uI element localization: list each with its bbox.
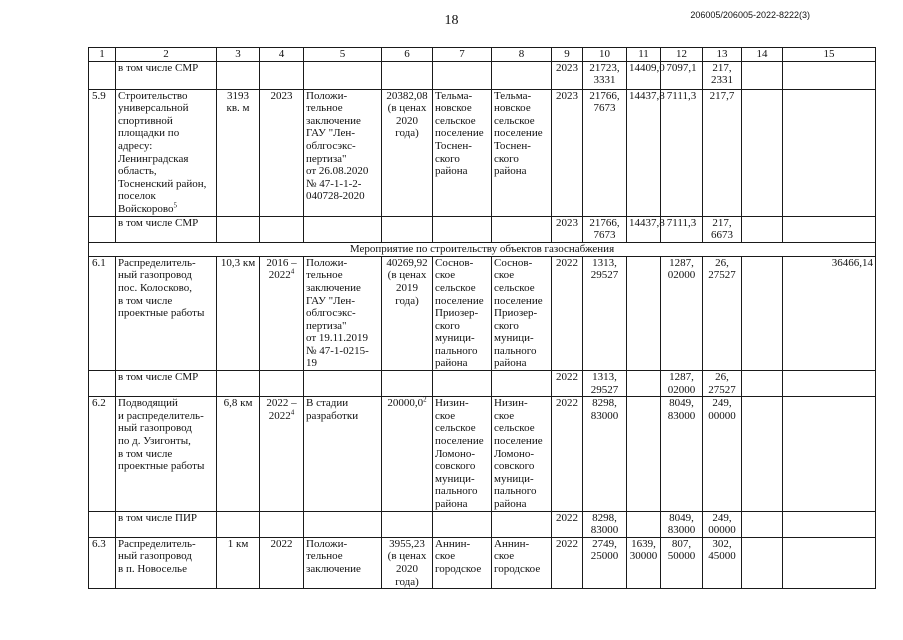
cell-col-9: 2023 xyxy=(552,61,583,89)
cell-col-15 xyxy=(783,89,876,216)
cell-col-7 xyxy=(433,371,492,397)
cell-col-11 xyxy=(627,371,661,397)
column-header-5: 5 xyxy=(304,48,382,62)
cell-col-1 xyxy=(89,371,116,397)
footnote-mark: 4 xyxy=(290,267,295,276)
column-header-9: 9 xyxy=(552,48,583,62)
cell-col-12: 1287, 02000 xyxy=(661,371,703,397)
cell-col-6: 3955,23 (в ценах 2020 года) xyxy=(382,537,433,588)
cell-col-7 xyxy=(433,216,492,242)
cell-col-9: 2022 xyxy=(552,397,583,511)
column-header-1: 1 xyxy=(89,48,116,62)
cell-col-8 xyxy=(492,511,552,537)
cell-col-15: 36466,14 xyxy=(783,256,876,370)
cell-col-1 xyxy=(89,61,116,89)
cell-col-14 xyxy=(742,511,783,537)
cell-col-12: 8049, 83000 xyxy=(661,397,703,511)
cell-col-15 xyxy=(783,511,876,537)
cell-col-4 xyxy=(260,216,304,242)
column-header-2: 2 xyxy=(116,48,217,62)
cell-col-12: 1287, 02000 xyxy=(661,256,703,370)
column-header-6: 6 xyxy=(382,48,433,62)
cell-col-15 xyxy=(783,537,876,588)
cell-col-7: Низин- ское сельское поселение Ломоно- совского муници- пального района xyxy=(433,397,492,511)
cell-col-12: 8049, 83000 xyxy=(661,511,703,537)
table-row xyxy=(89,89,876,216)
column-header-3: 3 xyxy=(217,48,260,62)
cell-col-2: в том числе СМР xyxy=(116,216,217,242)
cell-col-6: 20382,08 (в ценах 2020 года) xyxy=(382,89,433,216)
header-row xyxy=(89,48,876,62)
column-header-15: 15 xyxy=(783,48,876,62)
cell-col-4 xyxy=(260,61,304,89)
cell-col-14 xyxy=(742,397,783,511)
cell-col-7 xyxy=(433,511,492,537)
cell-col-15 xyxy=(783,61,876,89)
cell-col-6 xyxy=(382,216,433,242)
cell-col-15 xyxy=(783,397,876,511)
cell-col-13: 26, 27527 xyxy=(703,256,742,370)
cell-col-10: 1313, 29527 xyxy=(583,371,627,397)
document-code: 206005/206005-2022-8222(3) xyxy=(690,10,810,20)
cell-col-5 xyxy=(304,511,382,537)
cell-col-8 xyxy=(492,216,552,242)
cell-col-8: Тельма- новское сельское поселение Тоснен- ского района xyxy=(492,89,552,216)
cell-col-2: Строительство универсальной спортивной площадки по адресу: Ленинградская область, Тосненский район, поселок Войскорово$^5$ xyxy=(116,89,217,216)
cell-col-1 xyxy=(89,511,116,537)
cell-col-6: 40269,92 (в ценах 2019 года) xyxy=(382,256,433,370)
cell-col-5 xyxy=(304,61,382,89)
column-header-12: 12 xyxy=(661,48,703,62)
cell-col-14 xyxy=(742,216,783,242)
table-row xyxy=(89,511,876,537)
cell-col-2: Подводящий и распределитель- ный газопровод по д. Узигонты, в том числе проектные работы xyxy=(116,397,217,511)
cell-col-5 xyxy=(304,216,382,242)
cell-col-2: в том числе СМР xyxy=(116,61,217,89)
cell-col-10: 21766, 7673 xyxy=(583,89,627,216)
cell-col-10: 21723, 3331 xyxy=(583,61,627,89)
cell-col-3: 10,3 км xyxy=(217,256,260,370)
cell-col-13: 217,7 xyxy=(703,89,742,216)
cell-col-6 xyxy=(382,61,433,89)
data-table xyxy=(88,47,876,589)
cell-col-9: 2023 xyxy=(552,216,583,242)
cell-col-4 xyxy=(260,371,304,397)
cell-col-2: Распределитель- ный газопровод в п. Новоселье xyxy=(116,537,217,588)
cell-col-3 xyxy=(217,511,260,537)
cell-col-8 xyxy=(492,61,552,89)
cell-col-10: 8298, 83000 xyxy=(583,511,627,537)
column-header-13: 13 xyxy=(703,48,742,62)
cell-col-7 xyxy=(433,61,492,89)
cell-col-5: Положи- тельное заключение ГАУ "Лен- облгосэкс- пертиза" от 19.11.2019 № 47-1-0215- 19 xyxy=(304,256,382,370)
cell-col-14 xyxy=(742,371,783,397)
page-number: 18 xyxy=(444,13,459,28)
cell-col-14 xyxy=(742,537,783,588)
cell-col-3 xyxy=(217,371,260,397)
cell-col-6 xyxy=(382,371,433,397)
cell-col-2: в том числе ПИР xyxy=(116,511,217,537)
cell-col-2: в том числе СМР xyxy=(116,371,217,397)
footnote-mark: 2 xyxy=(423,395,427,404)
cell-col-1: 6.2 xyxy=(89,397,116,511)
footnote-mark: 4 xyxy=(290,408,295,417)
cell-col-11: 14409,0 xyxy=(627,61,661,89)
cell-col-1: 6.1 xyxy=(89,256,116,370)
cell-col-3: 3193 кв. м xyxy=(217,89,260,216)
cell-col-4: 2023 xyxy=(260,89,304,216)
cell-col-9: 2022 xyxy=(552,537,583,588)
cell-col-7: Соснов- ское сельское поселение Приозер- ского муници- пального района xyxy=(433,256,492,370)
cell-col-1: 5.9 xyxy=(89,89,116,216)
footnote-mark: 5 xyxy=(173,201,178,210)
cell-col-12: 7097,1 xyxy=(661,61,703,89)
section-row xyxy=(89,242,876,256)
column-header-11: 11 xyxy=(627,48,661,62)
cell-col-5: Положи- тельное заключение ГАУ "Лен- облгосэкс- пертиза" от 26.08.2020 № 47-1-1-2- 040728-2020 xyxy=(304,89,382,216)
cell-col-1 xyxy=(89,216,116,242)
cell-col-11 xyxy=(627,397,661,511)
table-row xyxy=(89,61,876,89)
cell-col-9: 2022 xyxy=(552,371,583,397)
cell-col-13: 26, 27527 xyxy=(703,371,742,397)
cell-col-8: Аннин- ское городское xyxy=(492,537,552,588)
cell-col-10: 1313, 29527 xyxy=(583,256,627,370)
cell-col-14 xyxy=(742,61,783,89)
cell-col-14 xyxy=(742,256,783,370)
column-header-7: 7 xyxy=(433,48,492,62)
cell-col-13: 302, 45000 xyxy=(703,537,742,588)
table-row xyxy=(89,397,876,511)
cell-col-13: 249, 00000 xyxy=(703,511,742,537)
cell-col-4: 2016 – 2022$^4$ xyxy=(260,256,304,370)
cell-col-12: 807, 50000 xyxy=(661,537,703,588)
cell-col-13: 249, 00000 xyxy=(703,397,742,511)
cell-col-11: 1639, 30000 xyxy=(627,537,661,588)
cell-col-3: 6,8 км xyxy=(217,397,260,511)
cell-col-10: 21766, 7673 xyxy=(583,216,627,242)
cell-col-15 xyxy=(783,371,876,397)
cell-col-11 xyxy=(627,511,661,537)
column-header-8: 8 xyxy=(492,48,552,62)
table-row xyxy=(89,371,876,397)
cell-col-9: 2022 xyxy=(552,256,583,370)
cell-col-6 xyxy=(382,511,433,537)
cell-col-8: Соснов- ское сельское поселение Приозер- ского муници- пального района xyxy=(492,256,552,370)
cell-col-12: 7111,3 xyxy=(661,89,703,216)
cell-col-8 xyxy=(492,371,552,397)
cell-col-11 xyxy=(627,256,661,370)
cell-col-9: 2023 xyxy=(552,89,583,216)
cell-col-13: 217, 6673 xyxy=(703,216,742,242)
cell-col-4: 2022 xyxy=(260,537,304,588)
cell-col-3: 1 км xyxy=(217,537,260,588)
cell-col-2: Распределитель- ный газопровод пос. Колосково, в том числе проектные работы xyxy=(116,256,217,370)
cell-col-7: Аннин- ское городское xyxy=(433,537,492,588)
table-row xyxy=(89,216,876,242)
column-header-14: 14 xyxy=(742,48,783,62)
section-title: Мероприятие по строительству объектов газоснабжения xyxy=(89,242,876,256)
cell-col-12: 7111,3 xyxy=(661,216,703,242)
cell-col-6: 20000,0$^2$ xyxy=(382,397,433,511)
cell-col-9: 2022 xyxy=(552,511,583,537)
cell-col-5 xyxy=(304,371,382,397)
cell-col-10: 8298, 83000 xyxy=(583,397,627,511)
cell-col-5: Положи- тельное заключение xyxy=(304,537,382,588)
column-header-4: 4 xyxy=(260,48,304,62)
cell-col-11: 14437,8 xyxy=(627,89,661,216)
cell-col-4 xyxy=(260,511,304,537)
cell-col-8: Низин- ское сельское поселение Ломоно- совского муници- пального района xyxy=(492,397,552,511)
cell-col-4: 2022 – 2022$^4$ xyxy=(260,397,304,511)
cell-col-10: 2749, 25000 xyxy=(583,537,627,588)
cell-col-7: Тельма- новское сельское поселение Тоснен- ского района xyxy=(433,89,492,216)
cell-col-5: В стадии разработки xyxy=(304,397,382,511)
cell-col-11: 14437,8 xyxy=(627,216,661,242)
cell-col-13: 217, 2331 xyxy=(703,61,742,89)
column-header-10: 10 xyxy=(583,48,627,62)
table-row xyxy=(89,256,876,370)
cell-col-15 xyxy=(783,216,876,242)
cell-col-3 xyxy=(217,61,260,89)
cell-col-1: 6.3 xyxy=(89,537,116,588)
cell-col-14 xyxy=(742,89,783,216)
cell-col-3 xyxy=(217,216,260,242)
table-row xyxy=(89,537,876,588)
